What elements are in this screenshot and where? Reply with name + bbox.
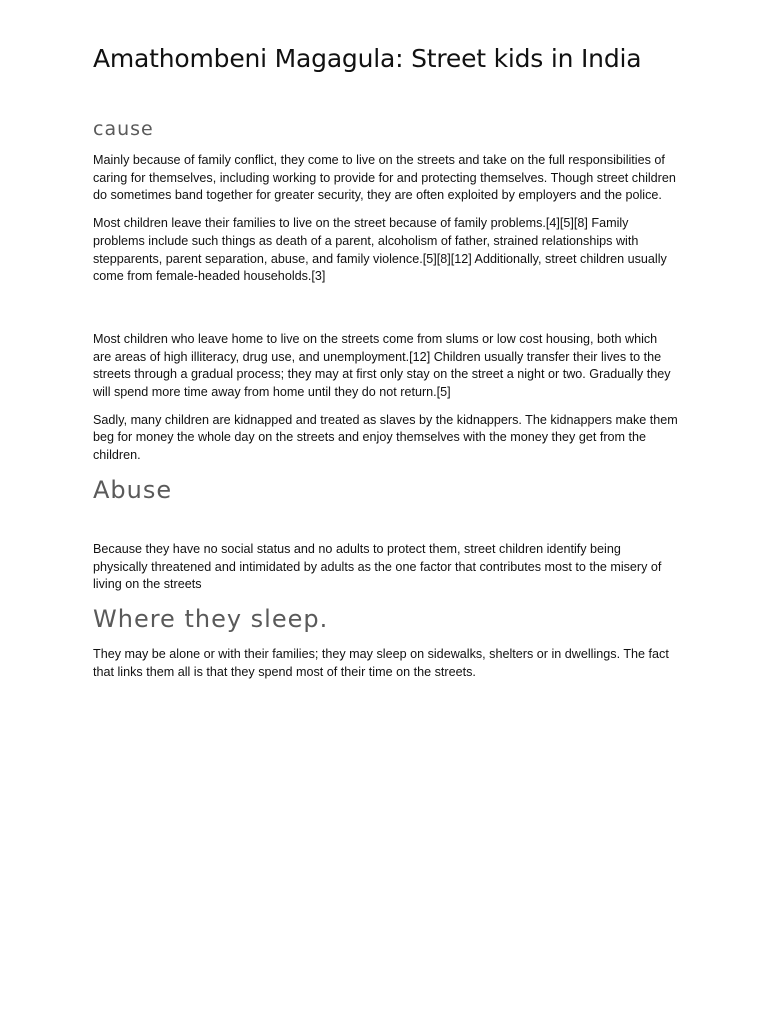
- paragraph: Sadly, many children are kidnapped and treated as slaves by the kidnappers. The kidnappers make them beg for money the whole day on the streets and enjoy themselves with the money they get from the children.: [93, 412, 678, 463]
- paragraph: Because they have no social status and no adults to protect them, street children identify being physically threatened and intimidated by adults as the one factor that contributes most to the misery of living on the streets: [93, 541, 662, 592]
- document-title: Amathombeni Magagula: Street kids in India: [93, 44, 642, 73]
- paragraph: Most children who leave home to live on the streets come from slums or low cost housing, both which are areas of high illiteracy, drug use, and unemployment.[12] Children usually transfer their lives to the streets through a gradual process; they may at first only stay on the street a night or two. Gradually they will spend more time away from home until they do not return.[5]: [93, 331, 671, 400]
- heading-abuse: Abuse: [93, 475, 173, 504]
- document-body: [93, 42, 678, 681]
- heading-where-they-sleep: Where they sleep.: [93, 604, 329, 633]
- heading-cause: cause: [93, 118, 154, 140]
- paragraph: Mainly because of family conflict, they come to live on the streets and take on the full responsibilities of caring for themselves, including working to provide for and protecting themselves. Though street children do sometimes band together for greater security, they are often exploited by employers and the police.: [93, 153, 676, 203]
- paragraph: Most children leave their families to live on the street because of family problems.[4][5][8] Family problems include such things as death of a parent, alcoholism of father, strained relationships with stepparents, parent separation, abuse, and family violence.[5][8][12] Additionally, street children usually come from female-headed households.[3]: [93, 216, 667, 284]
- paragraph: They may be alone or with their families; they may sleep on sidewalks, shelters or in dwellings. The fact that links them all is that they spend most of their time on the streets.: [93, 646, 669, 679]
